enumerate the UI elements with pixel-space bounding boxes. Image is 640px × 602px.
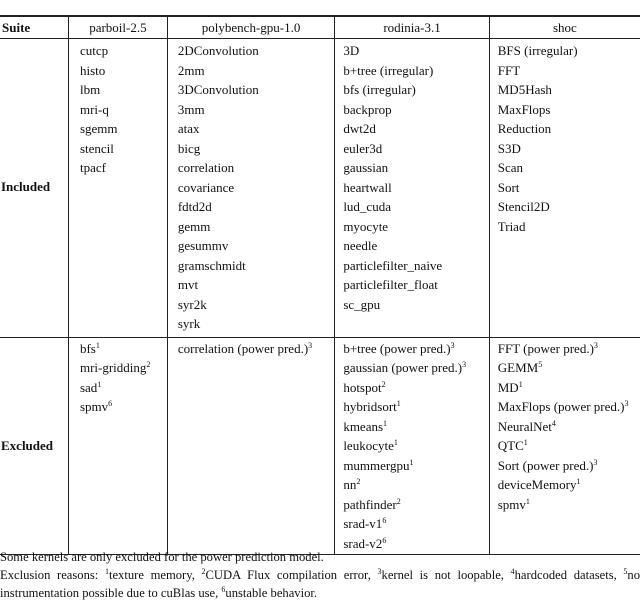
- kernel-item: [490, 139, 640, 159]
- footnote-marker: 1: [525, 496, 530, 506]
- reason-text: unstable behavior.: [225, 586, 318, 600]
- footnote-marker: 3: [462, 360, 467, 369]
- kernel-name: mvt: [177, 277, 199, 292]
- kernel-name: b+tree (power pred.): [343, 340, 451, 356]
- kernel-name: NeuralNet: [497, 418, 552, 434]
- kernel-name: syrk: [177, 316, 201, 331]
- kernel-name: bfs (irregular): [343, 82, 416, 97]
- kernel-name: cutcp: [79, 43, 109, 58]
- reason-number: 2: [201, 567, 206, 576]
- kernel-name: MaxFlops (power pred.): [497, 399, 625, 414]
- table-notes: [0, 548, 640, 602]
- kernel-item: [335, 139, 488, 159]
- kernel-name: mri-q: [79, 101, 109, 117]
- kernel-name: MaxFlops: [497, 101, 551, 117]
- footnote-marker: 3: [308, 340, 313, 350]
- kernel-item: [335, 256, 488, 276]
- kernel-name: spmv: [497, 496, 526, 512]
- excluded-label: Excluded: [0, 337, 68, 555]
- kernel-name: Reduction: [497, 121, 552, 136]
- kernel-name: nn: [343, 477, 357, 492]
- kernel-name: myocyte: [343, 218, 389, 234]
- kernel-name: kmeans: [343, 418, 384, 434]
- kernel-name: MD: [497, 379, 519, 395]
- included-polybench: [167, 39, 334, 338]
- kernel-item: [168, 256, 334, 276]
- reason-number: 3: [377, 567, 382, 576]
- kernel-name: srad-v2: [343, 535, 383, 551]
- kernel-item: [335, 417, 488, 437]
- kernel-name: heartwall: [343, 179, 392, 195]
- kernel-item: [490, 397, 640, 417]
- kernel-name: 3DConvolution: [177, 82, 259, 97]
- kernel-name: histo: [79, 62, 106, 78]
- kernel-item: [335, 119, 488, 139]
- kernel-item: [335, 197, 488, 217]
- kernel-item: [490, 119, 640, 139]
- header-polybench: polybench-gpu-1.0: [167, 16, 334, 39]
- footnote-marker: 1: [409, 457, 414, 467]
- kernel-name: MD5Hash: [497, 82, 552, 97]
- kernel-name: bicg: [177, 140, 201, 156]
- kernel-item: [490, 178, 640, 198]
- kernel-item: [168, 158, 334, 178]
- kernel-name: mri-gridding: [79, 360, 147, 375]
- kernel-item: [490, 339, 640, 359]
- included-rodinia: [335, 39, 489, 338]
- kernel-name: BFS (irregular): [497, 43, 578, 58]
- kernel-item: [69, 139, 167, 159]
- reason-number: 4: [510, 567, 515, 576]
- kernel-item: [69, 158, 167, 178]
- included-label: Included: [0, 39, 68, 338]
- kernel-name: Scan: [497, 160, 524, 175]
- kernel-item: [69, 119, 167, 139]
- kernel-item: [490, 475, 640, 495]
- kernel-item: [335, 358, 488, 378]
- reason-text: kernel is not loopable,: [381, 568, 511, 582]
- kernel-name: gaussian (power pred.): [343, 360, 463, 375]
- kernel-name: S3D: [497, 140, 521, 156]
- note-power-prediction: Some kernels are only excluded for the power prediction model.: [0, 550, 324, 564]
- kernel-item: [490, 456, 640, 476]
- kernel-name: srad-v1: [343, 516, 383, 531]
- kernel-item: [335, 514, 488, 534]
- kernel-name: dwt2d: [343, 121, 376, 136]
- footnote-marker: 1: [383, 418, 388, 428]
- kernel-item: [490, 495, 640, 515]
- header-parboil: parboil-2.5: [68, 16, 167, 39]
- kernel-item: [168, 61, 334, 81]
- kernel-name: tpacf: [79, 160, 106, 175]
- excluded-rodinia: [335, 337, 489, 555]
- kernel-name: pathfinder: [343, 496, 397, 512]
- excluded-row: [0, 337, 640, 555]
- kernel-item: [335, 495, 488, 515]
- kernel-item: [335, 436, 488, 456]
- reason-text: no instrumentation possible due to cuBlas use,: [0, 568, 640, 600]
- kernel-name: covariance: [177, 179, 235, 195]
- footnote-marker: 3: [593, 457, 598, 467]
- footnote-marker: 6: [108, 399, 113, 408]
- kernel-item: [168, 41, 334, 61]
- footnote-marker: 1: [518, 379, 523, 389]
- kernel-item: [168, 275, 334, 295]
- footnote-marker: 1: [576, 477, 581, 486]
- kernel-item: [335, 41, 488, 61]
- kernel-name: hotspot: [343, 379, 382, 395]
- kernel-item: [335, 178, 488, 198]
- kernel-name: lbm: [79, 82, 101, 97]
- kernel-name: atax: [177, 121, 200, 136]
- kernel-item: [69, 41, 167, 61]
- kernel-item: [69, 339, 167, 359]
- kernel-item: [335, 456, 488, 476]
- kernel-item: [335, 275, 488, 295]
- kernel-item: [168, 217, 334, 237]
- kernel-name: b+tree (irregular): [343, 62, 434, 78]
- table-header-row: [0, 16, 640, 39]
- kernel-item: [490, 158, 640, 178]
- kernel-name: particlefilter_naive: [343, 257, 443, 273]
- header-rodinia: rodinia-3.1: [335, 16, 489, 39]
- kernel-name: correlation (power pred.): [177, 340, 309, 356]
- reason-text: CUDA Flux compilation error,: [205, 568, 378, 582]
- kernel-item: [168, 139, 334, 159]
- excluded-shoc: [489, 337, 640, 555]
- header-shoc: shoc: [552, 20, 577, 35]
- reason-number: 5: [623, 567, 628, 576]
- kernel-name: euler3d: [343, 140, 383, 156]
- kernel-item: [490, 41, 640, 61]
- kernel-name: needle: [343, 238, 378, 253]
- reasons-prefix: Exclusion reasons:: [0, 568, 105, 582]
- kernel-name: gemm: [177, 218, 211, 234]
- kernel-item: [490, 436, 640, 456]
- footnote-marker: 3: [593, 340, 598, 350]
- kernel-item: [335, 378, 488, 398]
- kernel-item: [168, 314, 334, 334]
- kernel-item: [168, 339, 334, 359]
- footnote-marker: 2: [356, 477, 361, 486]
- kernel-item: [335, 295, 488, 315]
- kernel-name: Sort: [497, 179, 520, 195]
- kernel-item: [69, 61, 167, 81]
- kernel-item: [335, 217, 488, 237]
- footnote-marker: 3: [450, 340, 455, 350]
- kernel-name: correlation: [177, 160, 235, 175]
- kernel-item: [69, 358, 167, 378]
- kernel-name: backprop: [343, 101, 392, 117]
- kernel-name: sc_gpu: [343, 296, 381, 312]
- kernel-name: 2mm: [177, 62, 205, 78]
- footnote-marker: 3: [624, 399, 629, 408]
- kernel-item: [490, 100, 640, 120]
- kernel-name: syr2k: [177, 296, 207, 312]
- kernel-item: [490, 61, 640, 81]
- kernel-name: stencil: [79, 140, 114, 156]
- kernel-item: [69, 100, 167, 120]
- kernel-suite-table: [0, 15, 640, 555]
- footnote-marker: 2: [146, 360, 151, 369]
- kernel-item: [168, 295, 334, 315]
- kernel-name: spmv: [79, 399, 109, 414]
- footnote-marker: 1: [97, 379, 102, 389]
- kernel-name: Stencil2D: [497, 199, 550, 214]
- kernel-name: gramschmidt: [177, 257, 246, 273]
- footnote-marker: 6: [382, 516, 387, 525]
- kernel-item: [490, 217, 640, 237]
- kernel-name: 3mm: [177, 101, 205, 117]
- footnote-marker: 4: [551, 418, 556, 428]
- included-parboil: [68, 39, 167, 338]
- kernel-name: Sort (power pred.): [497, 457, 594, 473]
- kernel-item: [335, 158, 488, 178]
- kernel-name: gesummv: [177, 238, 229, 253]
- kernel-item: [168, 119, 334, 139]
- kernel-name: 2DConvolution: [177, 43, 259, 58]
- kernel-name: QTC: [497, 438, 524, 453]
- kernel-name: particlefilter_float: [343, 277, 438, 292]
- footnote-marker: 2: [396, 496, 401, 506]
- kernel-item: [490, 417, 640, 437]
- included-shoc: [489, 39, 640, 338]
- footnote-marker: 1: [523, 438, 528, 447]
- kernel-name: leukocyte: [343, 438, 394, 453]
- kernel-item: [335, 236, 488, 256]
- reason-number: 1: [104, 567, 109, 576]
- kernel-item: [335, 100, 488, 120]
- kernel-name: lud_cuda: [343, 199, 391, 214]
- kernel-item: [168, 197, 334, 217]
- reason-number: 6: [221, 585, 226, 594]
- kernel-item: [168, 236, 334, 256]
- excluded-parboil: [68, 337, 167, 555]
- kernel-name: mummergpu: [343, 457, 410, 473]
- kernel-item: [69, 80, 167, 100]
- kernel-name: gaussian: [343, 160, 389, 175]
- footnote-marker: 5: [538, 360, 543, 369]
- kernel-item: [490, 197, 640, 217]
- excluded-polybench: [167, 337, 334, 555]
- footnote-marker: 1: [95, 340, 100, 350]
- kernel-item: [335, 80, 488, 100]
- reason-text: hardcoded datasets,: [514, 568, 624, 582]
- footnote-marker: 1: [393, 438, 398, 447]
- header-suite: Suite: [0, 16, 68, 39]
- footnote-marker: 6: [382, 535, 387, 545]
- kernel-name: sgemm: [79, 121, 118, 136]
- kernel-name: sad: [79, 379, 98, 395]
- footnote-marker: 1: [396, 399, 401, 408]
- reason-text: texture memory,: [108, 568, 202, 582]
- kernel-item: [490, 378, 640, 398]
- kernel-name: FFT (power pred.): [497, 340, 594, 356]
- kernel-name: deviceMemory: [497, 477, 577, 492]
- kernel-item: [335, 61, 488, 81]
- kernel-name: GEMM: [497, 360, 539, 375]
- kernel-item: [168, 80, 334, 100]
- included-row: [0, 39, 640, 338]
- kernel-item: [335, 475, 488, 495]
- kernel-name: fdtd2d: [177, 199, 212, 214]
- kernel-item: [69, 378, 167, 398]
- kernel-name: Triad: [497, 218, 526, 234]
- kernel-name: hybridsort: [343, 399, 397, 414]
- kernel-item: [335, 397, 488, 417]
- kernel-name: 3D: [343, 43, 360, 58]
- footnote-marker: 2: [381, 379, 386, 389]
- kernel-name: bfs: [79, 340, 96, 356]
- kernel-item: [168, 178, 334, 198]
- kernel-item: [168, 100, 334, 120]
- kernel-name: FFT: [497, 62, 521, 78]
- kernel-item: [490, 358, 640, 378]
- kernel-item: [69, 397, 167, 417]
- kernel-item: [490, 80, 640, 100]
- kernel-item: [335, 339, 488, 359]
